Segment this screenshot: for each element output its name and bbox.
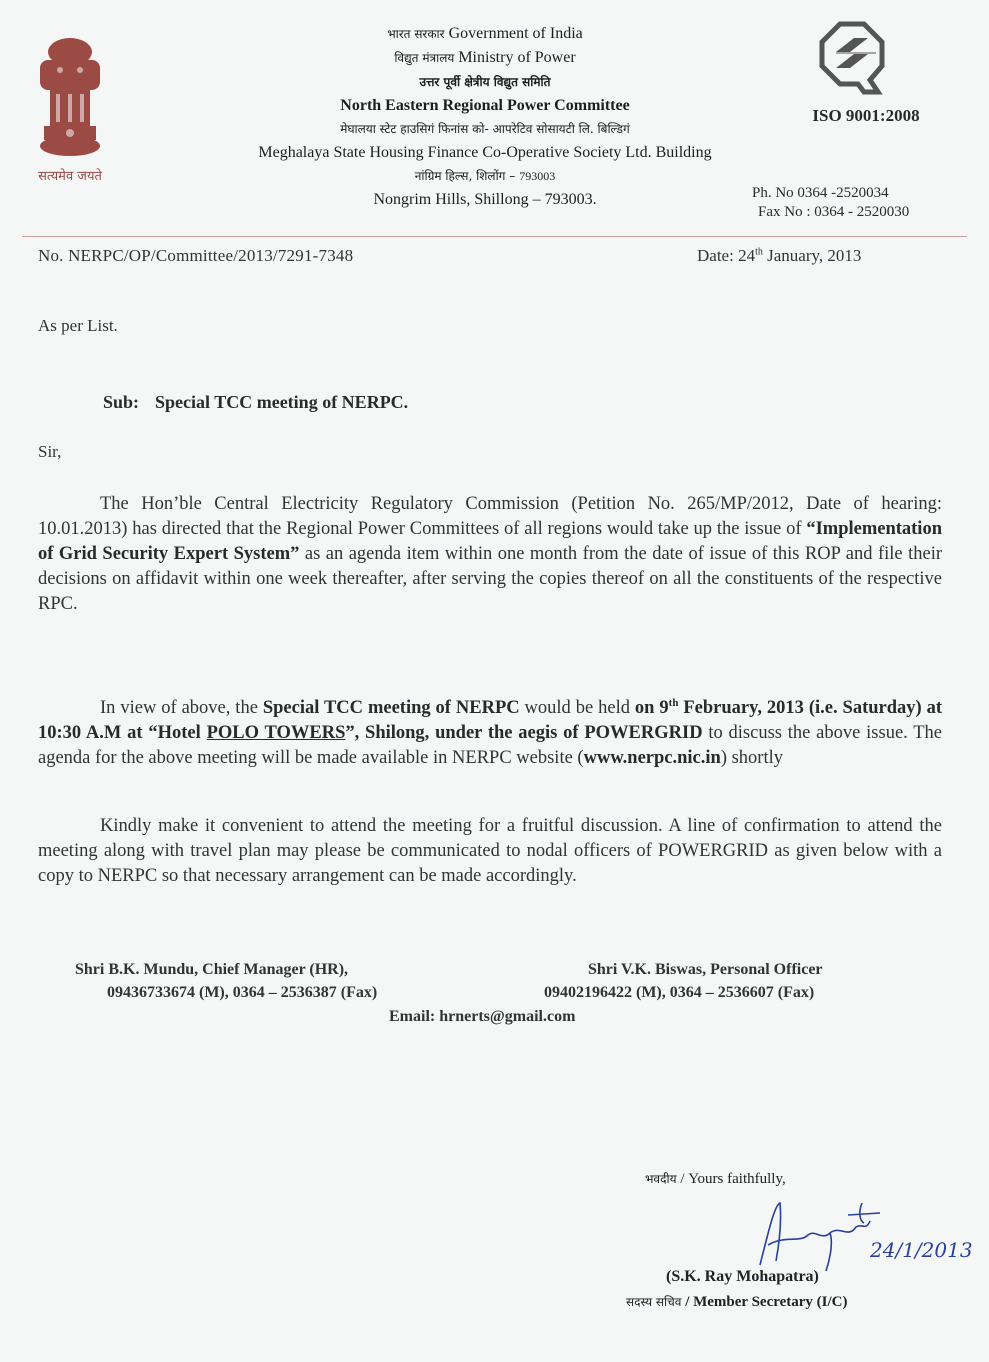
- closing-phrase: भवदीय / Yours faithfully,: [645, 1171, 786, 1187]
- signer-designation: सदस्य सचिव / Member Secretary (I/C): [626, 1294, 848, 1310]
- phone-number: Ph. No 0364 -2520034: [752, 185, 889, 201]
- paragraph-cerc-direction: The Hon’ble Central Electricity Regulatory Commission (Petition No. 265/MP/2012, Date of hearing: 10.01.2013) has directed that the Regional Power Committees of all regions would take up the issue of “Implementation of Grid Security Expert System” as an agenda item within one month from the date of issue of this ROP and file their decisions on affidavit within one week thereafter, after serving the copies thereof on all the constituents of the respective RPC.: [38, 494, 942, 614]
- subject-line: Sub: Special TCC meeting of NERPC.: [103, 392, 409, 412]
- signature-date: 24/1/2013: [870, 1238, 973, 1262]
- venue-name: POLO TOWERS: [206, 723, 346, 744]
- paragraph-meeting-details: In view of above, the Special TCC meeting of NERPC would be held on 9th February, 2013 (i.e. Saturday) at 10:30 A.M at “Hotel POLO TOWERS”, Shilong, under the aegis of POWERGRID to discuss the above issue. The agenda for the above meeting will be made available in NERPC website (www.nerpc.nic.in) shortly: [38, 697, 943, 769]
- addressee: As per List.: [38, 316, 118, 335]
- national-emblem-icon: [30, 30, 110, 190]
- paragraph-confirmation-request: Kindly make it convenient to attend the meeting for a fruitful discussion. A line of confirmation to attend the meeting along with travel plan may please be communicated to nodal officers of POWERGRID as given below with a copy to NERPC so that necessary arrangement can be made accordingly.: [38, 816, 942, 886]
- fax-number: Fax No : 0364 - 2520030: [758, 204, 910, 220]
- handwritten-signature: [730, 1195, 973, 1275]
- contact-left-name: Shri B.K. Mundu, Chief Manager (HR),: [75, 961, 349, 978]
- letterhead-line-committee-hindi: उत्तर पूर्वी क्षेत्रीय विद्युत समिति: [419, 75, 551, 89]
- emblem-motto: सत्यमेव जयते: [38, 169, 102, 184]
- contact-right-phone: 09402196422 (M), 0364 – 2536607 (Fax): [544, 984, 815, 1001]
- letterhead-line-address: Nongrim Hills, Shillong – 793003.: [373, 191, 597, 208]
- salutation: Sir,: [38, 442, 62, 461]
- website-link[interactable]: www.nerpc.nic.in: [583, 748, 721, 769]
- letterhead-line-committee: North Eastern Regional Power Committee: [340, 97, 630, 114]
- contact-left-phone: 09436733674 (M), 0364 – 2536387 (Fax): [107, 984, 378, 1001]
- letterhead-line-government: भारत सरकार Government of India: [387, 25, 583, 42]
- letterhead-line-ministry: विद्युत मंत्रालय Ministry of Power: [394, 49, 576, 66]
- letterhead-line-building: Meghalaya State Housing Finance Co-Operative Society Ltd. Building: [258, 144, 712, 161]
- signer-name: (S.K. Ray Mohapatra): [666, 1268, 819, 1285]
- letterhead-line-building-hindi: मेघालया स्टेट हाउसिगं फिनांस को- आपरेटिव सोसायटी लि. बिल्डिगं: [340, 122, 630, 136]
- contact-right-name: Shri V.K. Biswas, Personal Officer: [588, 961, 823, 978]
- header-divider: [22, 236, 967, 237]
- letterhead: [150, 22, 820, 211]
- iso-certification: ISO 9001:2008: [812, 106, 920, 125]
- letter-date: Date: 24th January, 2013: [697, 246, 862, 265]
- iso-certification-logo-icon: [820, 22, 884, 94]
- letterhead-line-address-hindi: नांग्रिम हिल्स, शिलोंग – 793003: [414, 169, 556, 183]
- reference-number: No. NERPC/OP/Committee/2013/7291-7348: [38, 246, 354, 265]
- contact-email[interactable]: Email: hrnerts@gmail.com: [389, 1008, 576, 1025]
